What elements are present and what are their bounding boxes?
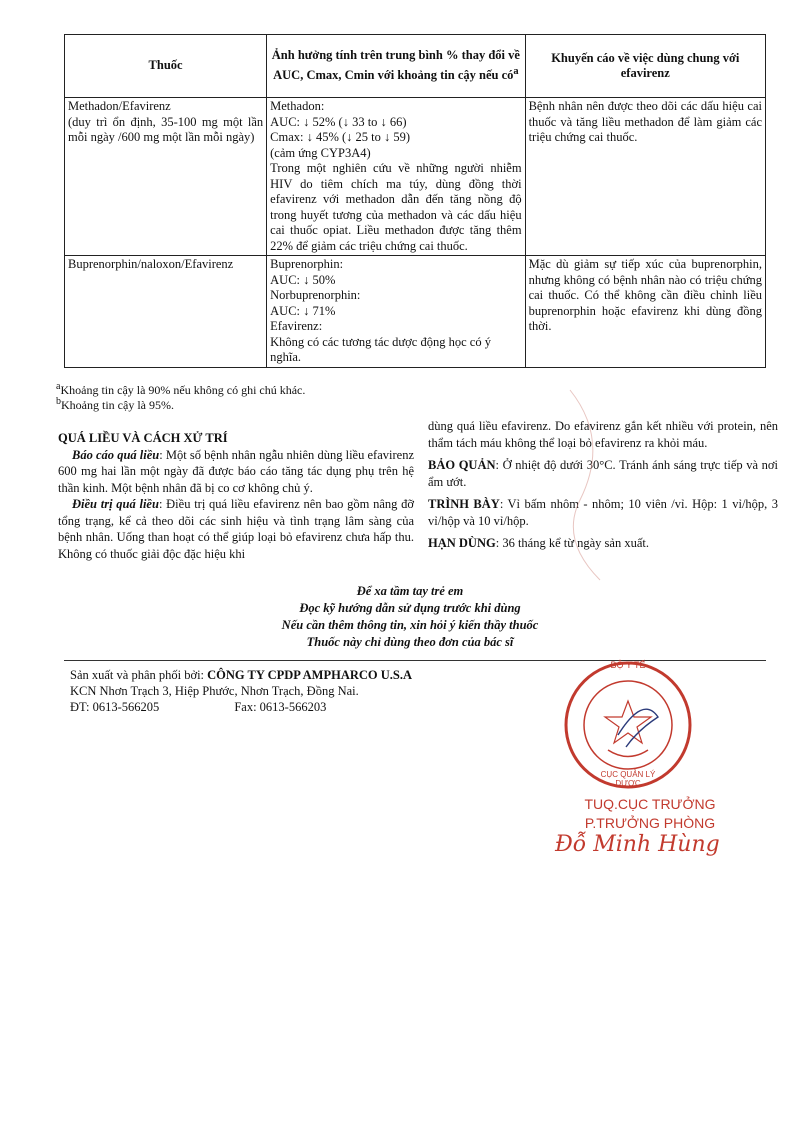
warnings [250,583,570,651]
effect-line: Không có các tương tác dược động học có ý nghĩa. [270,334,491,364]
footnote-a: $^a$Khoảng tin cậy là 90% nếu không có ghi chú khác. [56,381,306,397]
overdose-treatment: Điều trị quá liều: Điều trị quá liều efavirenz nên bao gồm nâng đỡ tổng trạng, kể cả theo dõi các sinh hiệu và tình trạng lâm sàng của bệnh nhân. Uống than hoạt có thể giúp loại bỏ efavirenz chưa hấp thu. Không có thuốc giải độc đặc hiệu khi [58,497,414,561]
drug-detail: (duy trì ổn định, 35-100 mg một lần mỗi ngày /600 mg một lần mỗi ngày) [68,114,264,144]
header-sup: a [513,65,519,77]
overdose-continuation: dùng quá liều efavirenz. Do efavirenz gắn kết nhiều với protein, nên thẩm tách máu không thể loại bỏ efavirenz ra khỏi máu. [428,419,778,450]
header-effect: Ảnh hưởng tính trên trung bình % thay đổi về AUC, Cmax, Cmin với khoảng tin cậy nếu $có^a$ [267,35,525,98]
effect-line: Efavirenz: [270,319,323,333]
effect-line: Trong một nghiên cứu về những người nhiễm HIV do tiêm chích ma túy, dùng đồng thời efavirenz với methadon dẫn đến tăng nồng độ trong huyết tương của methadon và các dấu hiệu cai thuốc opiat. Liều methadon được tăng thêm 22% để giảm các triệu chứng cai thuốc. [270,161,522,253]
overdose-report: Báo cáo quá liều: Một số bệnh nhân ngẫu nhiên dùng liều efavirenz 600 mg hai lần một ngày đã được báo cáo tăng tác dụng phụ trên hệ thần kinh. Một bệnh nhân đã bị co cơ không chủ ý. [58,447,414,495]
approval-line2: P.TRƯỞNG PHÒNG [584,815,716,831]
drug-name: Methadon/Efavirenz [68,99,171,113]
warning-line: Để xa tầm tay trẻ em [356,584,464,598]
drug-name: Buprenorphin/naloxon/Efavirenz [68,257,234,271]
approval-title [575,795,725,833]
stamp-bottom-text: CỤC QUẢN LÝ DƯỢC [600,770,656,788]
manufacturer [70,667,412,715]
faded-stamp-icon [540,380,630,590]
header-recommendation: Khuyến cáo về việc dùng chung với efavirenz [525,35,765,98]
left-column [58,430,414,562]
expiry: HẠN DÙNG: 36 tháng kể từ ngày sản xuất. [428,536,649,550]
table-row [65,98,766,256]
effect-line: Cmax: ↓ 45% (↓ 25 to ↓ 59) [270,130,411,144]
effect-line: AUC: ↓ 50% [270,272,336,287]
drug-cell [65,98,267,256]
effect-line: Buprenorphin: [270,257,344,271]
footnote-b: $^b$Khoảng tin cậy là 95%. [56,396,174,412]
drug-cell [65,256,267,368]
overdose-title: QUÁ LIỀU VÀ CÁCH XỬ TRÍ [58,431,228,445]
effect-line: Methadon: [270,99,325,113]
storage: BẢO QUẢN: Ở nhiệt độ dưới 30°C. Tránh ánh sáng trực tiếp và nơi ẩm ướt. [428,458,778,489]
manufacturer-name: CÔNG TY CPDP AMPHARCO U.S.A [207,668,413,682]
presentation: TRÌNH BÀY: Vỉ bấm nhôm - nhôm; 10 viên /vỉ. Hộp: 1 vỉ/hộp, 3 vỉ/hộp và 10 vỉ/hộp. [428,497,778,528]
manufacturer-label: Sản xuất và phân phối bởi: [70,668,208,682]
approval-line1: TUQ.CỤC TRƯỞNG [584,796,716,812]
effect-cell [267,256,525,368]
recommendation-cell: Bệnh nhân nên được theo dõi các dấu hiệu cai thuốc và tăng liều methadon để làm giảm các triệu chứng cai thuốc. [525,98,765,256]
table-header-row [65,35,766,98]
table-row [65,256,766,368]
effect-line: (cảm ứng CYP3A4) [270,145,371,160]
effect-line: AUC: ↓ 52% (↓ 33 to ↓ 66) [270,114,407,129]
effect-line: Norbuprenorphin: [270,288,361,302]
effect-line: AUC: ↓ 71% [270,303,336,318]
warning-line: Thuốc này chỉ dùng theo đơn của bác sĩ [306,635,514,649]
warning-line: Nếu cần thêm thông tin, xin hỏi ý kiến thầy thuốc [281,618,539,632]
effect-cell [267,98,525,256]
stamp-top-text: BỘ Y TẾ [610,660,646,670]
header-drug: Thuốc [65,35,267,98]
manufacturer-fax: Fax: 0613-566203 [234,700,327,714]
manufacturer-phone: ĐT: 0613-566205 [70,700,160,714]
interaction-table [64,34,766,368]
approval-signature: Đỗ Minh Hùng [555,832,720,857]
recommendation-cell: Mặc dù giảm sự tiếp xúc của buprenorphin, nhưng không có bệnh nhân nào có triệu chứng cai thuốc. Có thể không cần điều chỉnh liều buprenorphin hoặc efavirenz khi dùng đồng thời. [525,256,765,368]
manufacturer-address: KCN Nhơn Trạch 3, Hiệp Phước, Nhơn Trạch, Đồng Nai. [70,684,359,698]
warning-line: Đọc kỹ hướng dẫn sử dụng trước khi dùng [299,601,521,615]
